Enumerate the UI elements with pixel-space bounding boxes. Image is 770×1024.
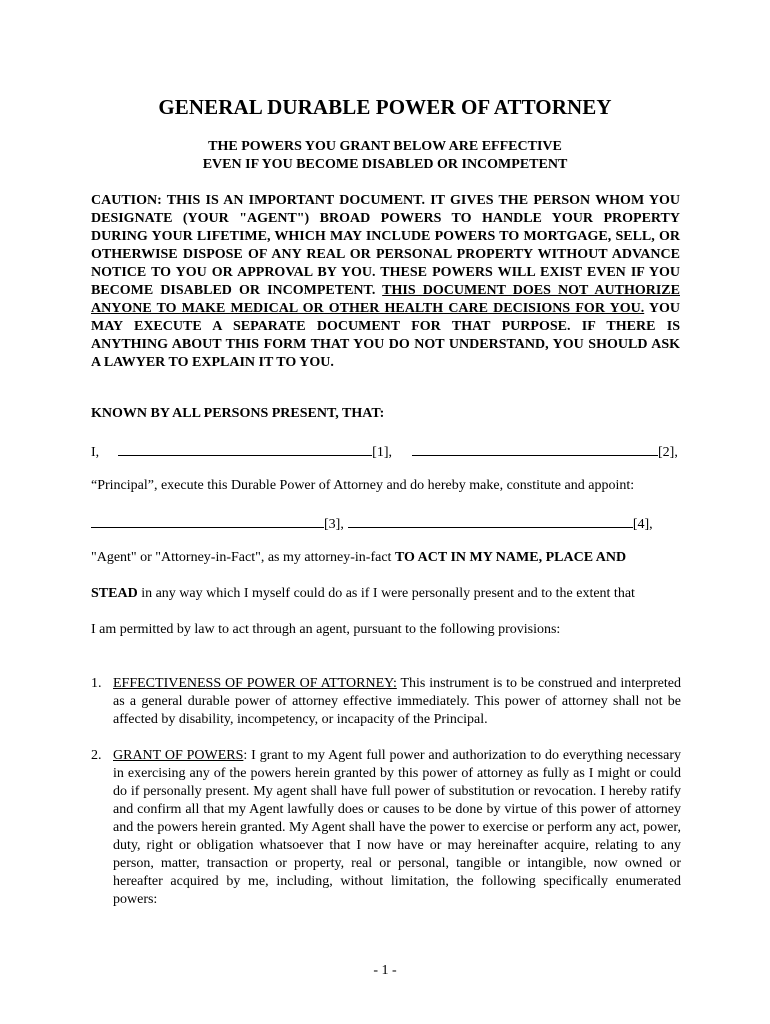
ref-4: [4], <box>632 517 653 532</box>
principal-prefix: I, <box>91 445 100 460</box>
known-by-heading: KNOWN BY ALL PERSONS PRESENT, THAT: <box>91 406 385 421</box>
agent-text-bold: TO ACT IN MY NAME, PLACE AND <box>394 550 627 565</box>
stead-text-bold: STEAD <box>91 586 138 601</box>
principal-text: “Principal”, execute this Durable Power of Attorney and do hereby make, constitute and appoint: <box>91 478 635 493</box>
principal-name-blank[interactable] <box>118 441 372 456</box>
provision-separator: : <box>243 748 248 763</box>
provision-number: 2. <box>91 748 102 763</box>
document-title: GENERAL DURABLE POWER OF ATTORNEY <box>158 95 612 119</box>
caution-text-after: YOU MAY EXECUTE A SEPARATE DOCUMENT FOR THAT PURPOSE. IF THERE IS ANYTHING ABOUT THIS FORM THAT YOU DO NOT UNDERSTAND, YOU SHOULD ASK A LAWYER TO EXPLAIN IT TO YOU. <box>91 301 680 370</box>
provision-text: I grant to my Agent full power and authorization to do everything necessary in exercising any of the powers herein granted by this power of attorney as fully as I might or could do if personally present. My agent shall have full power of substitution or revocation. I hereby ratify and confirm all that my Agent lawfully does or causes to be done by virtue of this power of attorney and the powers herein granted. My Agent shall have the power to exercise or perform any act, power, duty, right or obligation whatsoever that I now have or may hereinafter acquire, relating to any person, matter, transaction or property, real or personal, tangible or intangible, now owned or hereafter acquired by me, including, without limitation, the following specifically enumerated powers: <box>113 748 681 907</box>
page-number: - 1 - <box>373 963 397 978</box>
stead-text-normal: in any way which I myself could do as if I were personally present and to the extent that <box>137 586 635 601</box>
provision-body <box>113 747 681 909</box>
agent-text-normal: "Agent" or "Attorney-in-Fact", as my attorney-in-fact <box>91 550 395 565</box>
ref-2: [2], <box>658 445 678 460</box>
agent-name-line <box>91 513 680 534</box>
ref-3: [3], <box>324 517 344 532</box>
permitted-text: I am permitted by law to act through an agent, pursuant to the following provisions: <box>91 622 561 637</box>
principal-address-blank[interactable] <box>412 441 658 456</box>
provision-body <box>113 675 681 729</box>
document-subtitle <box>0 138 770 174</box>
provision-separator: : <box>392 676 397 691</box>
agent-text <box>91 549 680 567</box>
agent-address-blank[interactable] <box>348 513 633 528</box>
provision-heading: GRANT OF POWERS <box>113 748 244 763</box>
provision-item <box>91 675 681 729</box>
provision-number: 1. <box>91 676 102 691</box>
agent-name-blank[interactable] <box>91 513 324 528</box>
provision-item <box>91 747 681 909</box>
subtitle-line-2: EVEN IF YOU BECOME DISABLED OR INCOMPETENT <box>202 157 568 172</box>
stead-text <box>91 585 680 603</box>
caution-text: CAUTION: THIS IS AN IMPORTANT DOCUMENT. IT GIVES THE PERSON WHOM YOU DESIGNATE (YOUR "AGENT") BROAD POWERS TO HANDLE YOUR PROPERTY DURING YOUR LIFETIME, WHICH MAY INCLUDE POWERS TO MORTGAGE, SELL, OR OTHERWISE DISPOSE OF ANY REAL OR PERSONAL PROPERTY WITHOUT ADVANCE NOTICE TO YOU OR APPROVAL BY YOU. THESE POWERS WILL EXIST EVEN IF YOU BECOME DISABLED OR INCOMPETENT. <box>91 193 680 298</box>
caution-paragraph <box>91 192 680 372</box>
subtitle-line-1: THE POWERS YOU GRANT BELOW ARE EFFECTIVE <box>208 139 562 154</box>
provision-text: This instrument is to be construed and interpreted as a general durable power of attorney effective immediately. This power of attorney shall not be affected by disability, incompetency, or incapacity of the Principal. <box>113 676 681 727</box>
principal-name-line <box>91 441 680 462</box>
provision-heading: EFFECTIVENESS OF POWER OF ATTORNEY <box>113 676 393 691</box>
ref-1: [1], <box>372 445 392 460</box>
caution-underlined-text: THIS DOCUMENT DOES NOT AUTHORIZE ANYONE TO MAKE MEDICAL OR OTHER HEALTH CARE DECISIONS FOR YOU. <box>91 283 680 316</box>
